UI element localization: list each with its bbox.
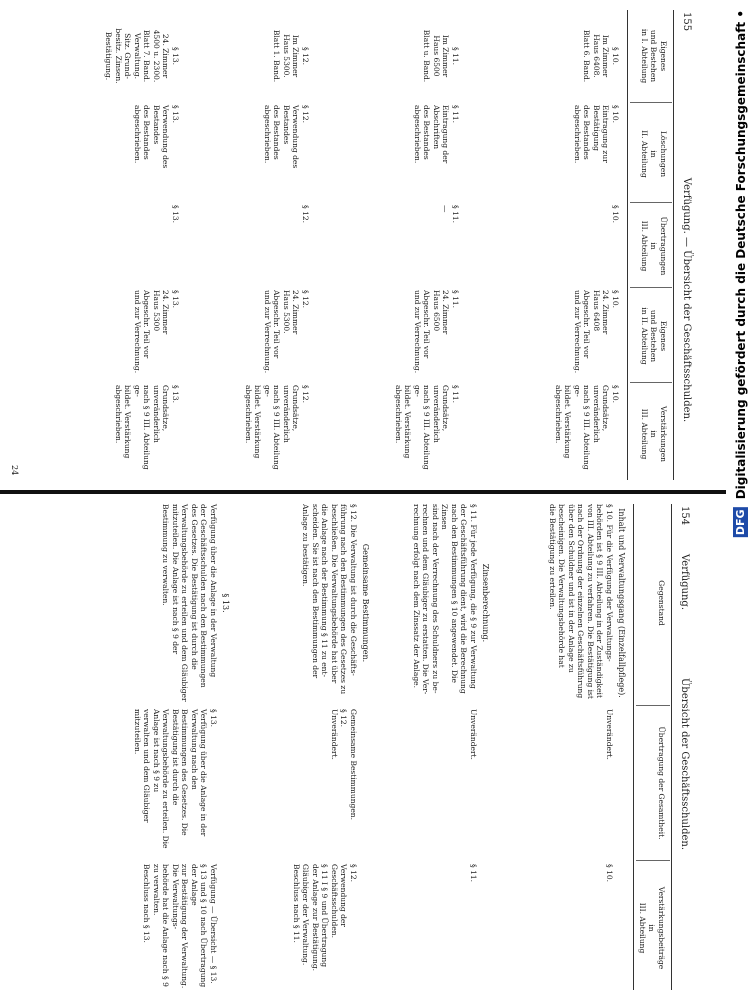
table-cell: § 11. Eintragung der Abschriften des Bestandes abgeschrieben. bbox=[413, 105, 460, 164]
table-cell: § 12. 24. Zimmer Haus 5300. Abgeschr. Teil vor und zur Verrechnung. bbox=[263, 290, 310, 374]
table-cell: § 11. 24. Zimmer Haus 6500 Abgeschr. Teil vor und zur Verrechnung. bbox=[413, 290, 460, 374]
table-cell: § 13. bbox=[171, 205, 180, 224]
table-cell: § 10. bbox=[611, 205, 620, 224]
table-cell: § 10. Im Zimmer Haus 6408. Blatt 6. Band. bbox=[582, 29, 620, 83]
column-divider bbox=[636, 705, 670, 706]
table-cell: § 10. 24. Zimmer Haus 6408 Abgeschr. Teil vor und zur Verrechnung. bbox=[573, 290, 620, 374]
right-column-text: Verfügung — Übersicht — § 13. § 13 und § 10 nach Übertragung der Anlage zur Bestätigung der Verwaltung. Die Verwaltungs- behörde hat die Anlage nach § 9 zu verwalten. Beschluss nach § 13. bbox=[142, 864, 218, 989]
right-column-text: § 10. bbox=[605, 864, 614, 883]
column-header: Übertragungen in III. Abteilung bbox=[640, 216, 668, 276]
column-header: Eigenes und Bestehen in I. Abteilung bbox=[640, 28, 668, 84]
header-rule bbox=[671, 504, 672, 990]
table-cell: § 11. — bbox=[441, 205, 460, 224]
watermark-text bbox=[733, 10, 748, 537]
column-header: Gegenstand bbox=[657, 580, 666, 626]
header-rule-bottom bbox=[633, 504, 634, 990]
middle-column-text: Unverändert. bbox=[469, 709, 478, 760]
digitization-watermark bbox=[726, 0, 752, 1000]
column-header: Verstärkungen in III. Abteilung bbox=[640, 406, 668, 462]
rotated-page-155 bbox=[0, 0, 700, 490]
scan-page-bottom bbox=[0, 494, 752, 1000]
section-paragraph: § 12. Die Verwaltung ist durch die Geschäfts- führung nach den Bestimmungen des Gesetzes zu beschließen. Die Verwaltungsbehörde hat über die Anlage nach der Bestimmung § 11 zu ent- scheiden. Sie ist nach den Bestimmungen der Anlage zu bestätigen. bbox=[301, 504, 358, 695]
section-paragraph: Verfügung über die Anlage in der Verwaltung der Geschäftsschulden nach den Bestimmungen des Gesetzes. Die Bestätigung ist durch die Verwaltungsbehörde zu erteilen und dem Gläubiger mitzuteilen. Die Anlage ist nach § 9 der Bestimmung zu verwalten. bbox=[161, 504, 218, 702]
scan-page-top bbox=[0, 0, 752, 490]
table-cell: § 13. Verwendung des Bestandes des Bestandes abgeschrieben. bbox=[133, 105, 180, 169]
table-cell: § 12. Verwendung des Bestandes des Bestandes abgeschrieben. bbox=[263, 105, 310, 169]
table-cell: § 11. Grundsätze, unveränderlich nach § 9 III. Abteilung ge- bildet. Verstärkung abgeschrieben. bbox=[394, 385, 460, 470]
column-divider bbox=[636, 860, 670, 861]
column-header: Übertragung der Gesamtheit. bbox=[657, 726, 666, 840]
page-number: 155 bbox=[681, 12, 692, 32]
right-column-text: § 12. Verwendung der Geschäftsschulden. § 11 I § 9 und Übertragung der Anlage zur Bestätigung. Gläubiger der Verwaltung. Beschluss nach § 11. bbox=[292, 864, 358, 972]
middle-column-text: Unverändert. bbox=[605, 709, 614, 760]
footnote: 24 bbox=[10, 465, 19, 476]
column-header: Verstärkungsbeiträge in III. Abteilung bbox=[638, 886, 666, 970]
table-cell: § 12. bbox=[301, 205, 310, 224]
header-rule bbox=[673, 10, 674, 480]
table-cell: § 13. 24. Zimmer 4500 u. 2300. Blatt 7. Band. Verwaltung. Sitz. Grund- besitz. Zinsen. Bestätigung. bbox=[104, 28, 180, 84]
section-heading: Inhalt und Verwaltungsgang (Einzelfallpflege). bbox=[617, 508, 626, 698]
column-divider bbox=[630, 382, 672, 383]
column-header: Eigenes und Bestehen in II. Abteilung bbox=[640, 307, 668, 365]
dfg-logo: DFG bbox=[734, 509, 747, 536]
column-divider bbox=[630, 102, 672, 103]
right-column-text: § 11. bbox=[469, 864, 478, 883]
running-head-center: Übersicht der Geschäftsschulden. bbox=[679, 677, 690, 851]
page-number: 154 bbox=[679, 506, 690, 526]
rotated-page-154 bbox=[0, 494, 700, 1000]
table-cell: § 12. Grundsätze, unveränderlich nach § 9 III. Abteilung ge- bildet. Verstärkung abgeschrieben. bbox=[244, 385, 310, 470]
section-paragraph: § 11. Für jede Verfügung, die § 9 zur Verwaltung der Geschäftsführung dient, wird die Berechnung nach den Bestimmungen § 10 angewendet. Die Zinsen sind nach der Verrechnung des Schuldners zu be- rechnen und dem Gläubiger zu erstatten. Die Ver- rechnung erfolgt nach dem Zinssatz der Anlage. bbox=[412, 504, 478, 695]
running-head-left: Verfügung. bbox=[679, 554, 690, 611]
table-cell: § 13. 24. Zimmer Haus 5300 Abgeschr. Teil vor und zur Verrechnung. bbox=[133, 290, 180, 374]
watermark-caption: Digitalisierung gefördert durch die Deutsche Forschungsgemeinschaft • bbox=[734, 10, 748, 500]
table-cell: § 10. Grundsätze, unveränderlich nach § 9 III. Abteilung ge- bildet. Verstärkung abgeschrieben. bbox=[554, 385, 620, 470]
running-head: Verfügung. — Übersicht der Geschäftsschulden. bbox=[681, 177, 692, 423]
column-header: Löschungen in II. Abteilung bbox=[640, 130, 668, 178]
section-heading: Zinsenberechnung. bbox=[481, 563, 490, 643]
middle-column-text: § 13. Verfügung über die Anlage in der Verwaltung nach den Bestimmungen des Gesetzes. Die Bestätigung ist durch die Verwaltungsbehörde zu erteilen. Die Anlage ist nach § 9 zu verwalten und dem Gläubiger mitzuteilen. bbox=[133, 709, 218, 849]
column-divider bbox=[630, 287, 672, 288]
middle-column-text: Gemeinsame Bestimmungen. § 12. Unverändert. bbox=[330, 709, 358, 821]
table-cell: § 10. Eintragung zur Bestätigung des Bestandes abgeschrieben. bbox=[573, 105, 620, 164]
table-cell: § 12. Im Zimmer Haus 5300. Blatt 1. Band. bbox=[272, 29, 310, 83]
table-cell: § 13. Grundsätze, unveränderlich nach § 9 III. Abteilung ge- bildet. Verstärkung abgeschrieben. bbox=[114, 385, 180, 470]
section-heading: Gemeinsame Bestimmungen. bbox=[361, 543, 370, 663]
section-heading: § 13. bbox=[221, 593, 230, 613]
header-rule-bottom bbox=[627, 10, 628, 480]
table-cell: § 11. Im Zimmer Haus 6500 Blatt u. Band. bbox=[422, 29, 460, 83]
column-divider bbox=[630, 202, 672, 203]
section-paragraph: § 10. Für die Verfügung der Verwaltungs- behörden ist § 9 III. Abteilung in der Zuständigkeit von III. Abteilung zu verfahren. Die Bestätigung ist nach der Ordnung der einzelnen Geschäftsführung über den Schuldner und ist in der Anlage zu bescheinigen. Die Verwaltungsbehörde hat die Bestätigung zu erteilen. bbox=[548, 504, 614, 699]
